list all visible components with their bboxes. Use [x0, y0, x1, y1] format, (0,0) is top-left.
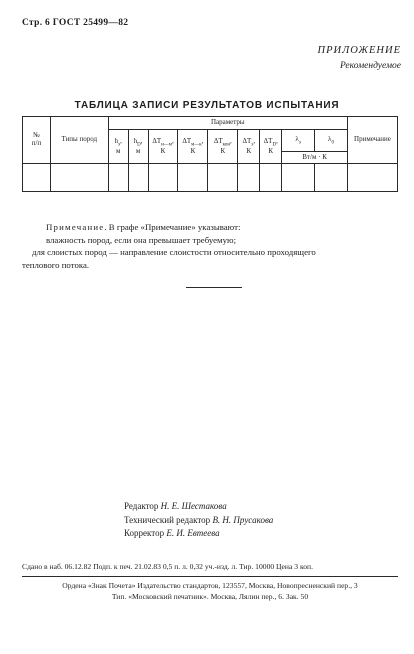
note-line-3: для слоистых пород — направление слоистости относительно проходящего	[32, 247, 316, 257]
table-row	[23, 164, 398, 192]
params-group-header: Параметры	[108, 117, 347, 130]
appendix-subtitle: Рекомендуемое	[339, 61, 401, 71]
divider	[186, 287, 242, 288]
note-line-2: влажность пород, если она превышает требуемую;	[46, 234, 237, 245]
param-dt-nm: $\Delta T_{н—м}$, К	[148, 130, 178, 164]
param-dt-d: $\Delta T_D$, К	[260, 130, 282, 164]
param-lambda-e: $\lambda_э$	[282, 130, 315, 152]
table-title: ТАБЛИЦА ЗАПИСИ РЕЗУЛЬТАТОВ ИСПЫТАНИЯ	[74, 100, 340, 111]
tech-editor-line: Технический редактор В. Н. Прусакова	[124, 514, 274, 525]
param-h-d: $h_D$, м	[128, 130, 148, 164]
note-line-1: . В графе «Примечание» указывают:	[104, 222, 241, 232]
editor-line: Редактор Н. Е. Шестакова	[124, 501, 227, 511]
page-header: Стр. 6 ГОСТ 25499—82	[22, 18, 129, 28]
note-block	[22, 221, 398, 271]
col-number-header: № п/п	[23, 117, 51, 164]
note-line-4: теплового потока.	[22, 259, 90, 270]
appendix-title: ПРИЛОЖЕНИЕ	[317, 45, 401, 56]
param-dt-mk: $\Delta T_{м—к}$, К	[178, 130, 208, 164]
note-label: Примечание	[46, 222, 105, 232]
publication-divider	[22, 576, 398, 577]
publication-line-3: Тип. «Московский печатник». Москва, Лялин пер., 6. Зак. 50	[111, 592, 309, 601]
editors-block	[124, 500, 273, 541]
corrector-line: Корректор Е. И. Евтеева	[124, 528, 220, 539]
param-lambda-0: $\lambda_0$	[315, 130, 348, 152]
param-dt-kon: $\Delta T_{кон}$, К	[208, 130, 238, 164]
results-table	[22, 116, 398, 192]
param-h-e: $h_э$, м	[108, 130, 128, 164]
param-dt-e: $\Delta T_э$, К	[238, 130, 260, 164]
col-note-header: Примечание	[347, 117, 397, 164]
publication-info	[22, 561, 398, 602]
publication-line-1: Сдано в наб. 06.12.82 Подп. к печ. 21.02.83 0,5 п. л. 0,32 уч.-изд. л. Тир. 10000 Цена 3 коп.	[22, 562, 314, 571]
lambda-unit: Вт/м · К	[282, 152, 348, 164]
publication-line-2: Ордена «Знак Почета» Издательство стандартов, 123557, Москва, Новопресненский пер., 3	[62, 581, 358, 590]
col-rock-type-header: Типы пород	[50, 117, 108, 164]
